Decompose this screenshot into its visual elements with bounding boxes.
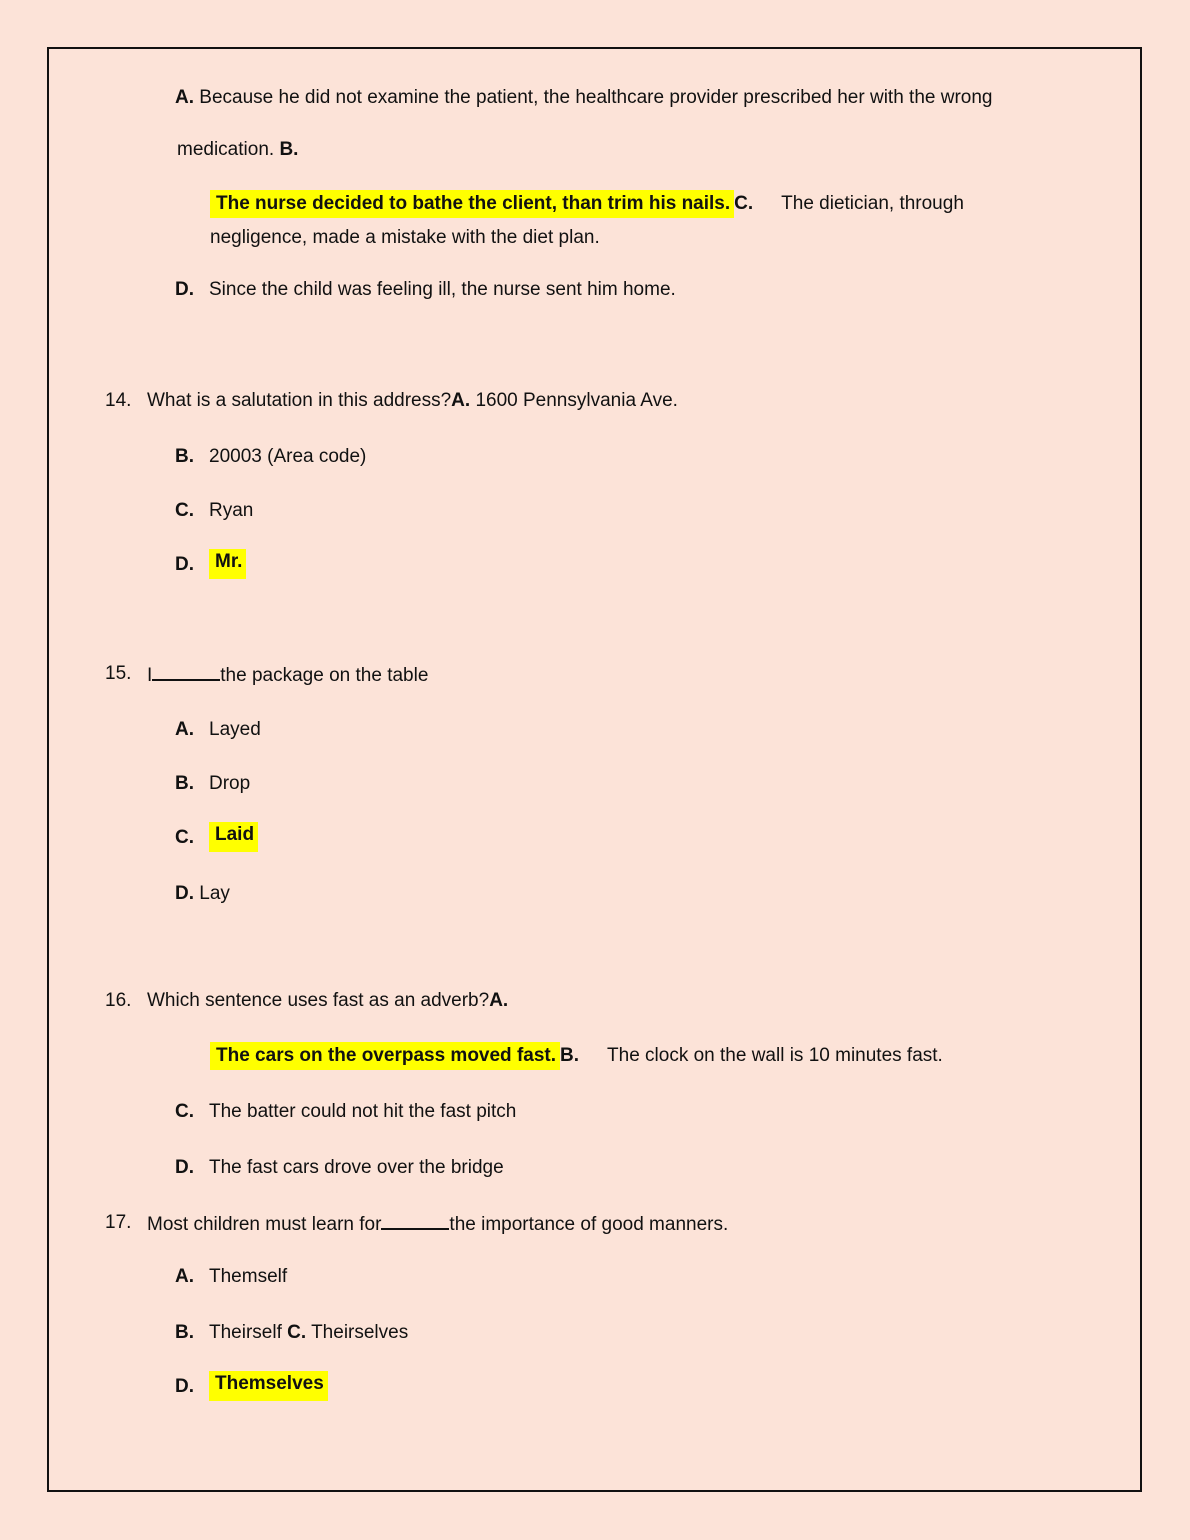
- q17-option-a: [175, 1264, 575, 1290]
- option-text: Since the child was feeling ill, the nurse sent him home.: [209, 279, 676, 300]
- question-number: 17.: [105, 1212, 132, 1233]
- option-text: Because he did not examine the patient, the healthcare provider prescribed her with the wrong: [199, 87, 993, 108]
- option-text: 20003 (Area code): [209, 446, 367, 467]
- option-text: Theirselves: [311, 1322, 409, 1343]
- option-label: D.: [175, 554, 194, 575]
- option-label: A.: [451, 390, 471, 411]
- question-text: Which sentence uses fast as an adverb?: [147, 990, 490, 1011]
- q14-option-c: [175, 498, 575, 524]
- q16-question: [105, 988, 705, 1014]
- option-text: Ryan: [209, 500, 254, 521]
- q15-option-b: [175, 771, 575, 797]
- option-text: Layed: [209, 719, 261, 740]
- option-label: C.: [734, 193, 754, 214]
- q14-option-d: [175, 552, 575, 578]
- q16-option-d: [175, 1155, 775, 1181]
- q15-option-a: [175, 717, 575, 743]
- q15-question: [105, 661, 705, 687]
- highlighted-answer: Themselves: [209, 1371, 328, 1401]
- option-text: Theirself: [209, 1322, 282, 1343]
- q13-option-d: [175, 277, 875, 303]
- option-text: The batter could not hit the fast pitch: [209, 1101, 517, 1122]
- q13-option-b: [210, 191, 964, 217]
- option-label: D.: [175, 1157, 194, 1178]
- question-number: 16.: [105, 990, 132, 1011]
- question-text: What is a salutation in this address?: [147, 390, 452, 411]
- option-label: B.: [279, 139, 299, 160]
- option-label: C.: [175, 500, 194, 521]
- option-text: The clock on the wall is 10 minutes fast.: [607, 1045, 943, 1066]
- option-label: C.: [287, 1322, 307, 1343]
- option-label: B.: [175, 446, 194, 467]
- option-text: Themself: [209, 1266, 288, 1287]
- highlighted-answer: The cars on the overpass moved fast.: [210, 1042, 560, 1070]
- option-text: Lay: [199, 883, 230, 904]
- option-label: C.: [175, 1101, 194, 1122]
- option-label: A.: [175, 719, 194, 740]
- question-text: the package on the table: [220, 665, 429, 686]
- q17-option-b: [175, 1320, 575, 1346]
- q14-question: [105, 388, 905, 414]
- q17-option-d: [175, 1374, 575, 1400]
- option-text: medication.: [177, 139, 275, 160]
- option-label: C.: [175, 827, 194, 848]
- question-number: 14.: [105, 390, 132, 411]
- q13-option-a: [175, 85, 993, 111]
- q15-option-c: [175, 825, 575, 851]
- option-text: The fast cars drove over the bridge: [209, 1157, 504, 1178]
- option-label: B.: [560, 1045, 580, 1066]
- option-label: A.: [175, 1266, 194, 1287]
- highlighted-answer: Laid: [209, 822, 258, 852]
- option-label: D.: [175, 883, 194, 904]
- highlighted-answer: Mr.: [209, 549, 246, 579]
- option-label: B.: [175, 773, 194, 794]
- question-text: the importance of good manners.: [449, 1214, 729, 1235]
- question-text: I: [147, 665, 153, 686]
- q15-option-d: [175, 881, 230, 907]
- question-text: Most children must learn for: [147, 1214, 382, 1235]
- question-number: 15.: [105, 663, 132, 684]
- option-label: B.: [175, 1322, 194, 1343]
- option-label: D.: [175, 279, 194, 300]
- option-text: Drop: [209, 773, 251, 794]
- q17-question: [105, 1210, 1005, 1236]
- answer-blank: [381, 1210, 449, 1230]
- q13-option-c-cont: negligence, made a mistake with the diet plan.: [210, 227, 600, 248]
- q14-option-b: [175, 444, 575, 470]
- q16-option-a: [210, 1043, 943, 1069]
- option-text: 1600 Pennsylvania Ave.: [475, 390, 678, 411]
- q16-option-c: [175, 1099, 775, 1125]
- option-label: A.: [489, 990, 509, 1011]
- option-label: D.: [175, 1376, 194, 1397]
- q13-option-a-cont: [177, 137, 298, 163]
- option-label: A.: [175, 87, 194, 108]
- option-text: The dietician, through: [781, 193, 964, 214]
- highlighted-answer: The nurse decided to bathe the client, than trim his nails.: [210, 190, 734, 218]
- answer-blank: [152, 661, 220, 681]
